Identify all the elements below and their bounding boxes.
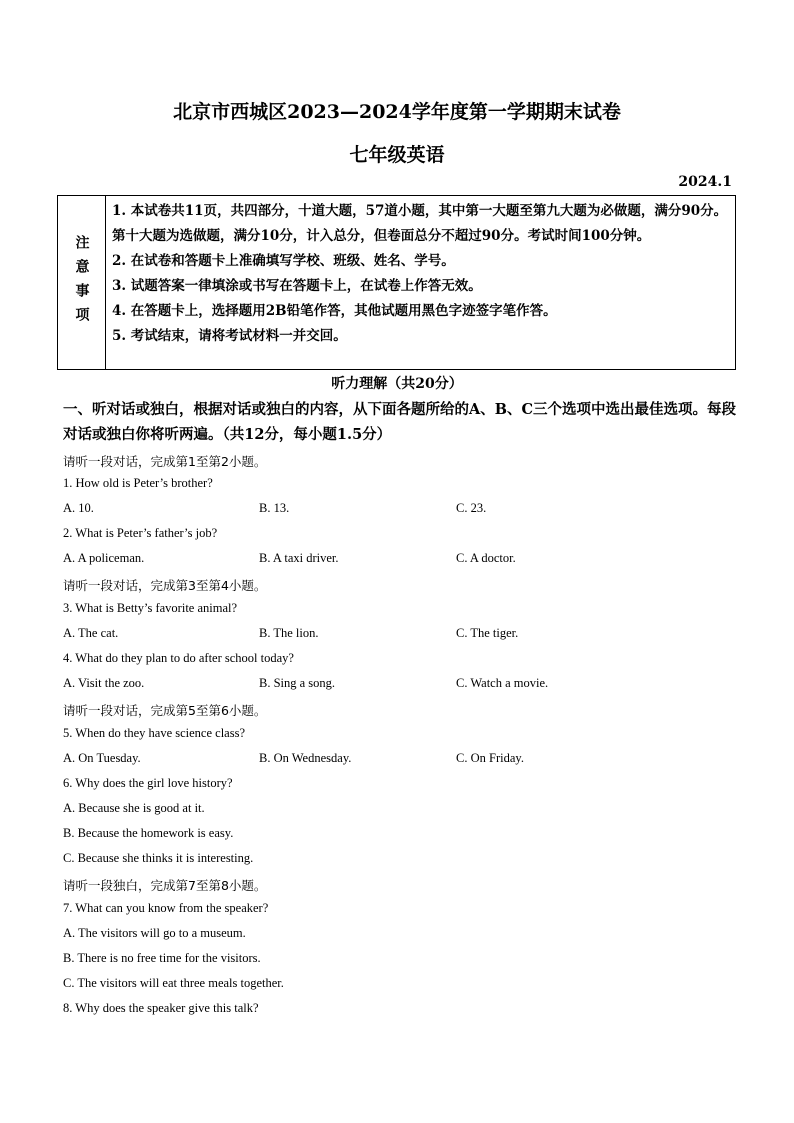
option-5a: A. On Tuesday. bbox=[63, 751, 141, 765]
option-6a: A. Because she is good at it. bbox=[63, 801, 205, 815]
question-8: 8. Why does the speaker give this talk? bbox=[63, 1001, 259, 1015]
notice-item: 4. 在答题卡上，选择题用2B铅笔作答，其他试题用黑色字迹签字笔作答。 bbox=[112, 303, 557, 319]
option-2b: B. A taxi driver. bbox=[259, 551, 339, 565]
option-2c: C. A doctor. bbox=[456, 551, 516, 565]
option-1a: A. 10. bbox=[63, 501, 94, 515]
question-5: 5. When do they have science class? bbox=[63, 726, 245, 740]
dialogue-intro: 请听一段对话，完成第3至第4小题。 bbox=[63, 578, 267, 593]
notice-item: 5. 考试结束，请将考试材料一并交回。 bbox=[112, 328, 347, 344]
option-5c: C. On Friday. bbox=[456, 751, 524, 765]
monologue-intro: 请听一段独白，完成第7至第8小题。 bbox=[63, 878, 267, 893]
question-1: 1. How old is Peter’s brother? bbox=[63, 476, 213, 490]
option-6c: C. Because she thinks it is interesting. bbox=[63, 851, 254, 865]
notice-label-text: 注意事项 bbox=[73, 234, 90, 331]
notice-item: 2. 在试卷和答题卡上准确填写学校、班级、姓名、学号。 bbox=[112, 253, 455, 269]
question-2: 2. What is Peter’s father’s job? bbox=[63, 526, 218, 540]
exam-title: 北京市西城区2023—2024学年度第一学期期末试卷 bbox=[173, 101, 621, 123]
option-6b: B. Because the homework is easy. bbox=[63, 826, 234, 840]
option-1b: B. 13. bbox=[259, 501, 290, 515]
question-6: 6. Why does the girl love history? bbox=[63, 776, 233, 790]
option-7c: C. The visitors will eat three meals together. bbox=[63, 976, 284, 990]
notice-item: 1. 本试卷共11页，共四部分，十道大题，57道小题，其中第一大题至第九大题为必做题，满分90分。第十大题为选做题，满分10分，计入总分，但卷面总分不超过90分。考试时间100分钟。 bbox=[112, 203, 728, 244]
part-instructions: 一、听对话或独白，根据对话或独白的内容，从下面各题所给的A、B、C三个选项中选出最佳选项。每段对话或独白你将听两遍。（共12分，每小题1.5分） bbox=[63, 401, 737, 443]
question-3: 3. What is Betty’s favorite animal? bbox=[63, 601, 238, 615]
question-7: 7. What can you know from the speaker? bbox=[63, 901, 269, 915]
option-4b: B. Sing a song. bbox=[259, 676, 336, 690]
option-7a: A. The visitors will go to a museum. bbox=[63, 926, 246, 940]
option-2a: A. A policeman. bbox=[63, 551, 145, 565]
option-3c: C. The tiger. bbox=[456, 626, 519, 640]
notice-items bbox=[106, 196, 735, 369]
option-4c: C. Watch a movie. bbox=[456, 676, 549, 690]
exam-subtitle: 七年级英语 bbox=[349, 144, 445, 166]
notice-label bbox=[58, 196, 106, 369]
option-3a: A. The cat. bbox=[63, 626, 119, 640]
option-1c: C. 23. bbox=[456, 501, 487, 515]
dialogue-intro: 请听一段对话，完成第5至第6小题。 bbox=[63, 703, 267, 718]
notice-item: 3. 试题答案一律填涂或书写在答题卡上，在试卷上作答无效。 bbox=[112, 278, 482, 294]
section-heading: 听力理解（共20分） bbox=[331, 376, 463, 392]
dialogue-intro: 请听一段对话，完成第1至第2小题。 bbox=[63, 454, 267, 469]
question-4: 4. What do they plan to do after school today? bbox=[63, 651, 294, 665]
option-4a: A. Visit the zoo. bbox=[63, 676, 145, 690]
option-7b: B. There is no free time for the visitors. bbox=[63, 951, 261, 965]
exam-date: 2024.1 bbox=[678, 174, 732, 190]
notice-box bbox=[57, 195, 736, 370]
option-3b: B. The lion. bbox=[259, 626, 319, 640]
option-5b: B. On Wednesday. bbox=[259, 751, 352, 765]
